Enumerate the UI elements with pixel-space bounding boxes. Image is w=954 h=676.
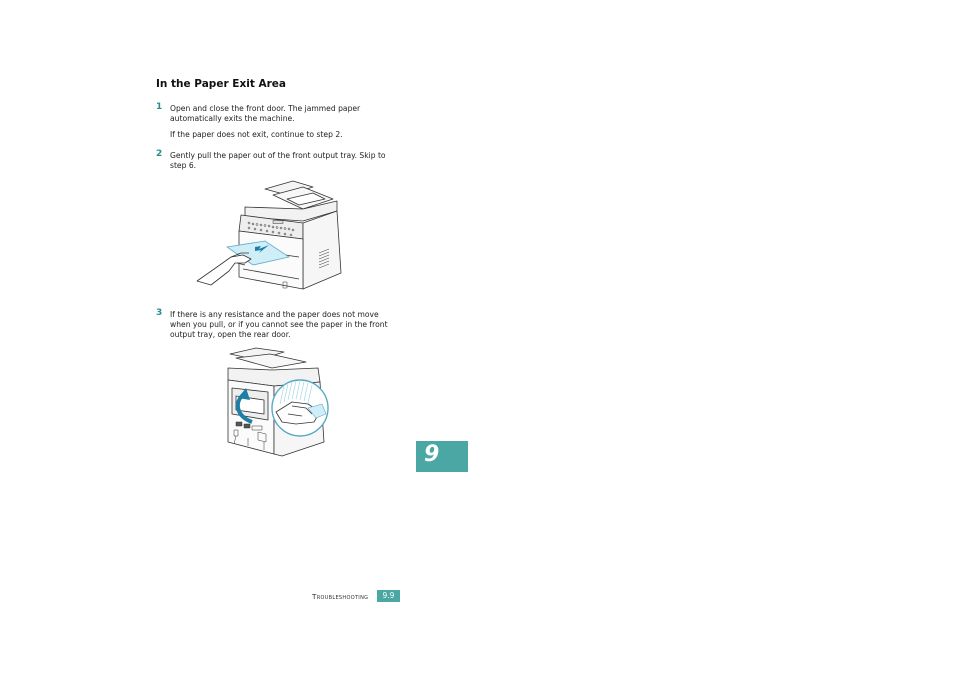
step-1-note: If the paper does not exit, continue to step 2. (170, 130, 343, 139)
step-1-number: 1 (156, 102, 163, 112)
chapter-number: 9 (424, 442, 440, 467)
step-1-line-1: Open and close the front door. The jammed paper (170, 104, 361, 113)
footer-chapter-name: Troubleshooting (312, 592, 369, 601)
step-2-line-1: Gently pull the paper out of the front output tray. Skip to (170, 151, 386, 160)
step-3-text (170, 310, 388, 341)
step-3-line-1: If there is any resistance and the paper does not move (170, 310, 379, 319)
step-1-text (170, 104, 360, 124)
section-heading: In the Paper Exit Area (156, 78, 287, 90)
step-3-number: 3 (156, 308, 163, 318)
step-3-line-2: when you pull, or if you cannot see the paper in the front (170, 320, 388, 330)
step-2-text (170, 151, 386, 171)
printer-rear-illustration (222, 346, 332, 458)
step-2-line-2: step 6. (170, 161, 197, 171)
footer-page-number: 9.9 (377, 590, 400, 602)
chapter-tab (416, 441, 468, 472)
step-1-line-2: automatically exits the machine. (170, 114, 295, 124)
step-2-number: 2 (156, 149, 163, 159)
printer-front-illustration (195, 177, 345, 299)
step-3-line-3: output tray, open the rear door. (170, 330, 291, 340)
